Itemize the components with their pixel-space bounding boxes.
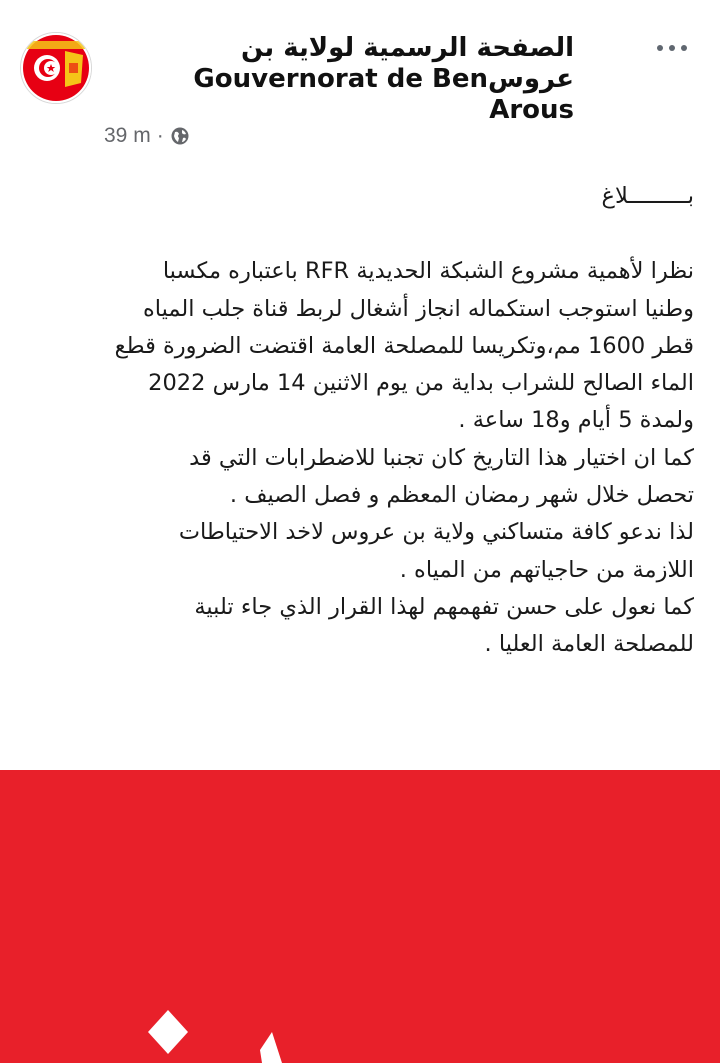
more-options-button[interactable] [654,38,690,58]
globe-icon [170,126,190,146]
body-line: للمصلحة العامة العليا . [484,631,694,658]
post-body [40,178,694,664]
body-line: لذا ندعو كافة متساكني ولاية بن عروس لاخد الاحتياطات [178,519,694,546]
body-line: نظرا لأهمية مشروع الشبكة الحديدية RFR باعتباره مكسبا [162,258,694,285]
page-avatar[interactable] [20,32,92,104]
post-image[interactable] [0,770,720,1063]
body-line: الماء الصالح للشراب بداية من يوم الاثنين 14 مارس 2022 [148,370,694,397]
blank-line [40,215,694,253]
body-line: كما ان اختيار هذا التاريخ كان تجنبا للاضطرابات التي قد [189,444,694,471]
body-line: تحصل خلال شهر رمضان المعظم و فصل الصيف . [229,482,694,509]
governorate-logo-icon [21,33,91,103]
post-timestamp[interactable]: 39 m [104,124,151,147]
post-meta [104,124,190,148]
body-line: ولمدة 5 أيام و18 ساعة . [458,407,694,434]
body-line: كما نعول على حسن تفهمهم لهذا القرار الذي جاء تلبية [194,593,694,620]
body-line: اللازمة من حاجياتهم من المياه . [399,556,694,583]
announcement-title: بـــــــــلاغ [601,183,694,209]
meta-separator: · [156,124,164,147]
body-line: وطنيا استوجب استكماله انجاز أشغال لربط قناة جلب المياه [142,295,694,322]
banner-graphic [0,770,720,1063]
body-line: قطر 1600 مم،وتكريسا للمصلحة العامة اقتضت الضرورة قطع [114,332,694,359]
more-dots-icon [654,38,690,58]
page-name-link[interactable]: الصفحة الرسمية لولاية بن عروسGouvernorat de Ben Arous [193,33,574,125]
